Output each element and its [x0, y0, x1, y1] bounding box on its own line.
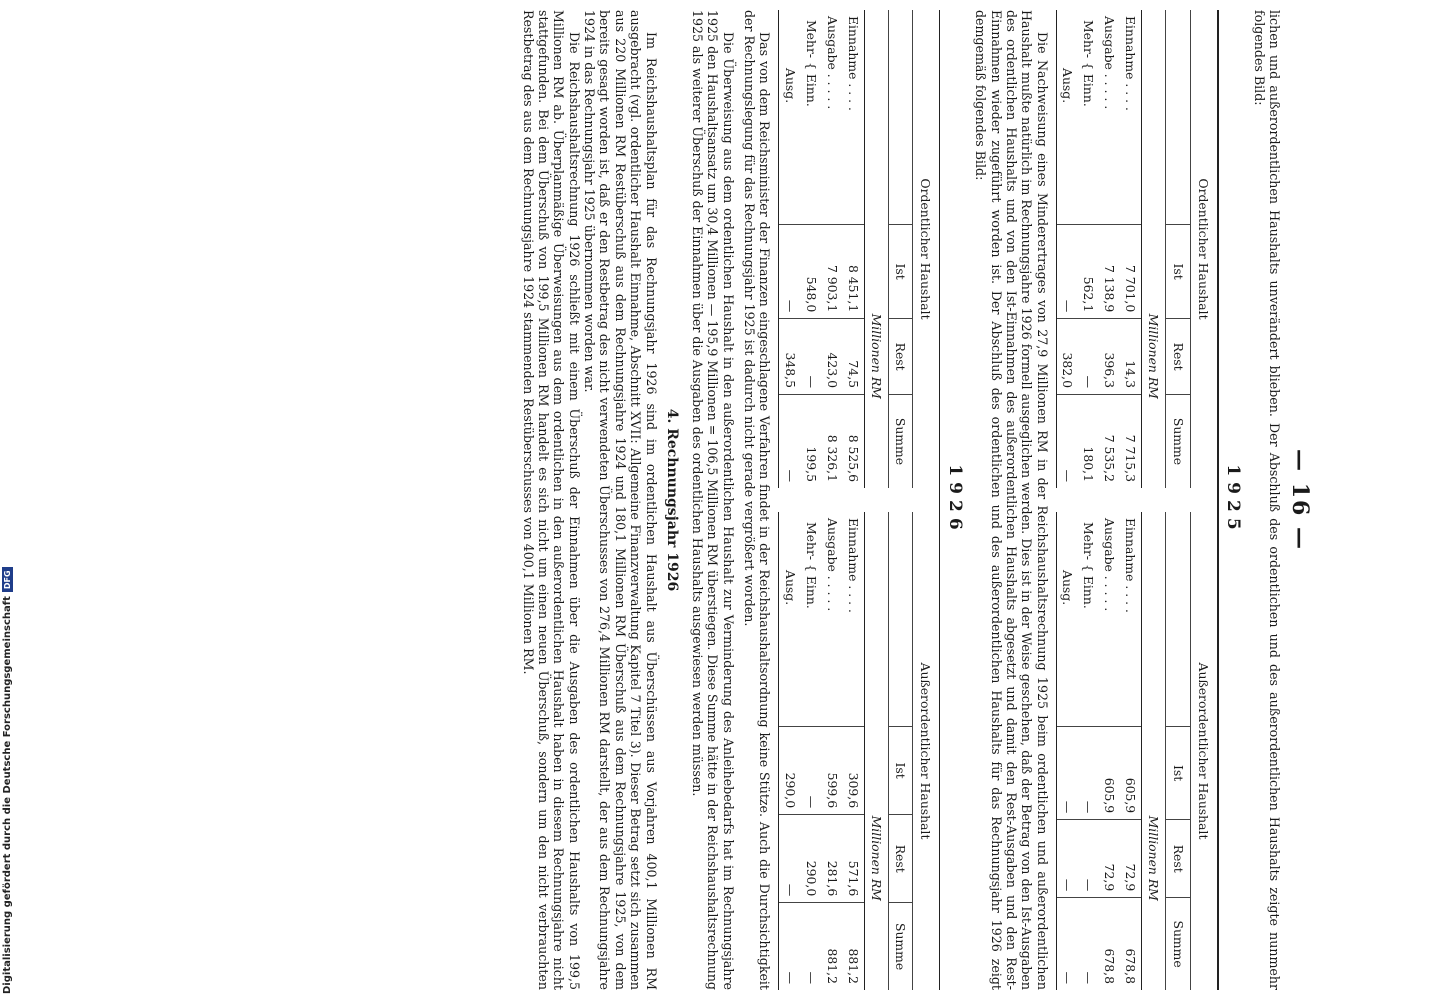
- col-rest: Rest: [889, 319, 913, 395]
- col-rest: Rest: [889, 815, 913, 903]
- units-label: Millionen RM: [864, 225, 888, 489]
- year-heading-1925: 1925: [1223, 464, 1244, 536]
- col-summe: Summe: [889, 395, 913, 488]
- col-ist: Ist: [889, 225, 913, 319]
- col-rest: Rest: [1166, 820, 1190, 898]
- table-row: Ausg. — — —: [1056, 512, 1078, 990]
- document-page: [141, 10, 1331, 990]
- col-summe: Summe: [889, 903, 913, 990]
- units-label: Millionen RM: [1142, 727, 1166, 991]
- group-header: Ordentlicher Haushalt: [1190, 10, 1217, 488]
- units-label: Millionen RM: [864, 727, 888, 991]
- units-label: Millionen RM: [1142, 225, 1166, 489]
- table-row: Mehr- { Einn. — 290,0 —: [801, 512, 822, 990]
- page-number: — 16 —: [1287, 449, 1313, 551]
- table-row: Einnahme . . . . 605,9 72,9 678,8: [1120, 512, 1142, 990]
- tables-1925: [1056, 10, 1219, 990]
- col-summe: Summe: [1166, 395, 1190, 488]
- table-row: Einnahme . . . . 7 701,0 14,3 7 715,3: [1120, 10, 1142, 488]
- paragraph: Das von dem Reichsminister der Finanzen eingeschlagene Verfahren findet in der Reichshaushaltsordnung keine Stütze. Auch die Durchsichtigkeit der Rechnungslegung für das Rechnungsjahr 1925 ist dadurch nicht gerade vergrößert worden.: [742, 10, 773, 990]
- table-row: Ausgabe . . . . . 7 138,9 396,3 7 535,2: [1099, 10, 1120, 488]
- dfg-credit-text: Digitalisierung gefördert durch die Deutsche Forschungsgemeinschaft: [1, 596, 13, 994]
- table-1925-ordentlich: [1056, 10, 1217, 488]
- paragraph: Die Überweisung aus dem ordentlichen Haushalt in den außerordentlichen Haushalt zur Verminderung des Anleihebedarfs hat im Rechnungsjahre 1925 den Haushaltsansatz um 30,4 Millionen — 195,9 Millionen = 106,5 Millionen RM überstiegen. Diese Summe hätte in der Reichshaushaltsrechnung 1925 als weiterer Überschuß der Einnahmen über die Ausgaben des ordentlichen Haushalts ausgewiesen werden müssen.: [690, 10, 736, 990]
- table-row: Einnahme . . . . 8 451,1 74,5 8 525,6: [843, 10, 865, 488]
- col-rest: Rest: [1166, 319, 1190, 395]
- col-summe: Summe: [1166, 898, 1190, 990]
- table-row: Ausg. 290,0 — —: [779, 512, 801, 990]
- section-heading: 4. Rechnungsjahr 1926: [663, 408, 680, 592]
- intro-text: lichen und außerordentlichen Haushalts unverändert blieben. Der Abschluß des ordentlichen und des außerordentlichen Haushalts zeigte nunmehr folgendes Bild:: [1251, 10, 1283, 990]
- dfg-credit: [0, 570, 14, 994]
- table-row: Ausg. — 348,5 —: [779, 10, 801, 488]
- col-ist: Ist: [1166, 225, 1190, 319]
- table-row: Ausg. — 382,0 —: [1056, 10, 1078, 488]
- table-1926-ausserordentlich: [778, 512, 939, 990]
- col-ist: Ist: [1166, 727, 1190, 820]
- year-heading-1926: 1926: [945, 464, 966, 536]
- table-1925-ausserordentlich: [1056, 512, 1217, 990]
- col-ist: Ist: [889, 727, 913, 815]
- table-row: Mehr- { Einn. — — —: [1078, 512, 1099, 990]
- table-row: Mehr- { Einn. 548,0 — 199,5: [801, 10, 822, 488]
- dfg-logo: DFG: [2, 567, 13, 592]
- table-row: Ausgabe . . . . . 599,6 281,6 881,2: [822, 512, 843, 990]
- table-row: Einnahme . . . . 309,6 571,6 881,2: [843, 512, 865, 990]
- table-row: Mehr- { Einn. 562,1 — 180,1: [1078, 10, 1099, 488]
- tables-1926: [778, 10, 940, 990]
- table-row: Ausgabe . . . . . 7 903,1 423,0 8 326,1: [822, 10, 843, 488]
- group-header: Außerordentlicher Haushalt: [913, 512, 940, 990]
- paragraph: Die Reichshaushaltsrechnung 1926 schließt mit einem Überschuß der Einnahmen über die Ausgaben des ordentlichen Haushalts von 199,5 Millionen RM ab. Überplanmäßige Überweisungen aus dem ordentlichen in den außerordentlichen Haushalt haben in diesem Rechnungsjahre nicht stattgefunden. Bei dem Überschuß von 199,5 Millionen RM handelt es sich nicht um einen neuen Überschuß, sondern um den nicht verbrauchten Restbetrag des aus dem Rechnungsjahre 1924 stammenden Restüberschusses von 400,1 Millionen RM.: [520, 10, 582, 990]
- table-row: Ausgabe . . . . . 605,9 72,9 678,8: [1099, 512, 1120, 990]
- paragraph: Im Reichshaushaltsplan für das Rechnungsjahr 1926 sind im ordentlichen Haushalt aus Überschüssen aus Vorjahren 400,1 Millionen RM ausgebracht (vgl. ordentlicher Haushalt Einnahme, Abschnitt XVII: Allgemeine Finanzverwaltung Kapitel 7 Titel 3). Dieser Betrag setzt sich zusammen aus 220 Millionen RM Restüberschuß aus dem Rechnungsjahre 1924 und 180,1 Millionen RM Überschuß aus dem Rechnungsjahre 1925, von dem bereits gesagt worden ist, daß er den Restbetrag des nicht verwendeten Überschusses von 276,4 Millionen RM darstellt, der aus dem Rechnungsjahre 1924 in das Rechnungsjahr 1925 übernommen worden war.: [582, 10, 659, 990]
- paragraph: Die Nachweisung eines Minderertrages von 27,9 Millionen RM in der Reichshaushaltsrechnung 1925 beim ordentlichen und außerordentlichen Haushalt mußte natürlich im Rechnungsjahre 1926 formell ausgeglichen werden. Dies ist in der Weise geschehen, daß der Betrag von den Ist-Ausgaben des ordentlichen Haushalts und von den Ist-Einnahmen des außerordentlichen Haushalts abgesetzt und damit den Rest-Ausgaben und den Rest-Einnahmen wieder zugeführt worden ist. Der Abschluß des ordentlichen und des außerordentlichen Haushalts für das Rechnungsjahr 1926 zeigt demgemäß folgendes Bild:: [973, 10, 1050, 990]
- group-header: Außerordentlicher Haushalt: [1190, 512, 1217, 990]
- table-1926-ordentlich: [778, 10, 939, 488]
- group-header: Ordentlicher Haushalt: [913, 10, 940, 488]
